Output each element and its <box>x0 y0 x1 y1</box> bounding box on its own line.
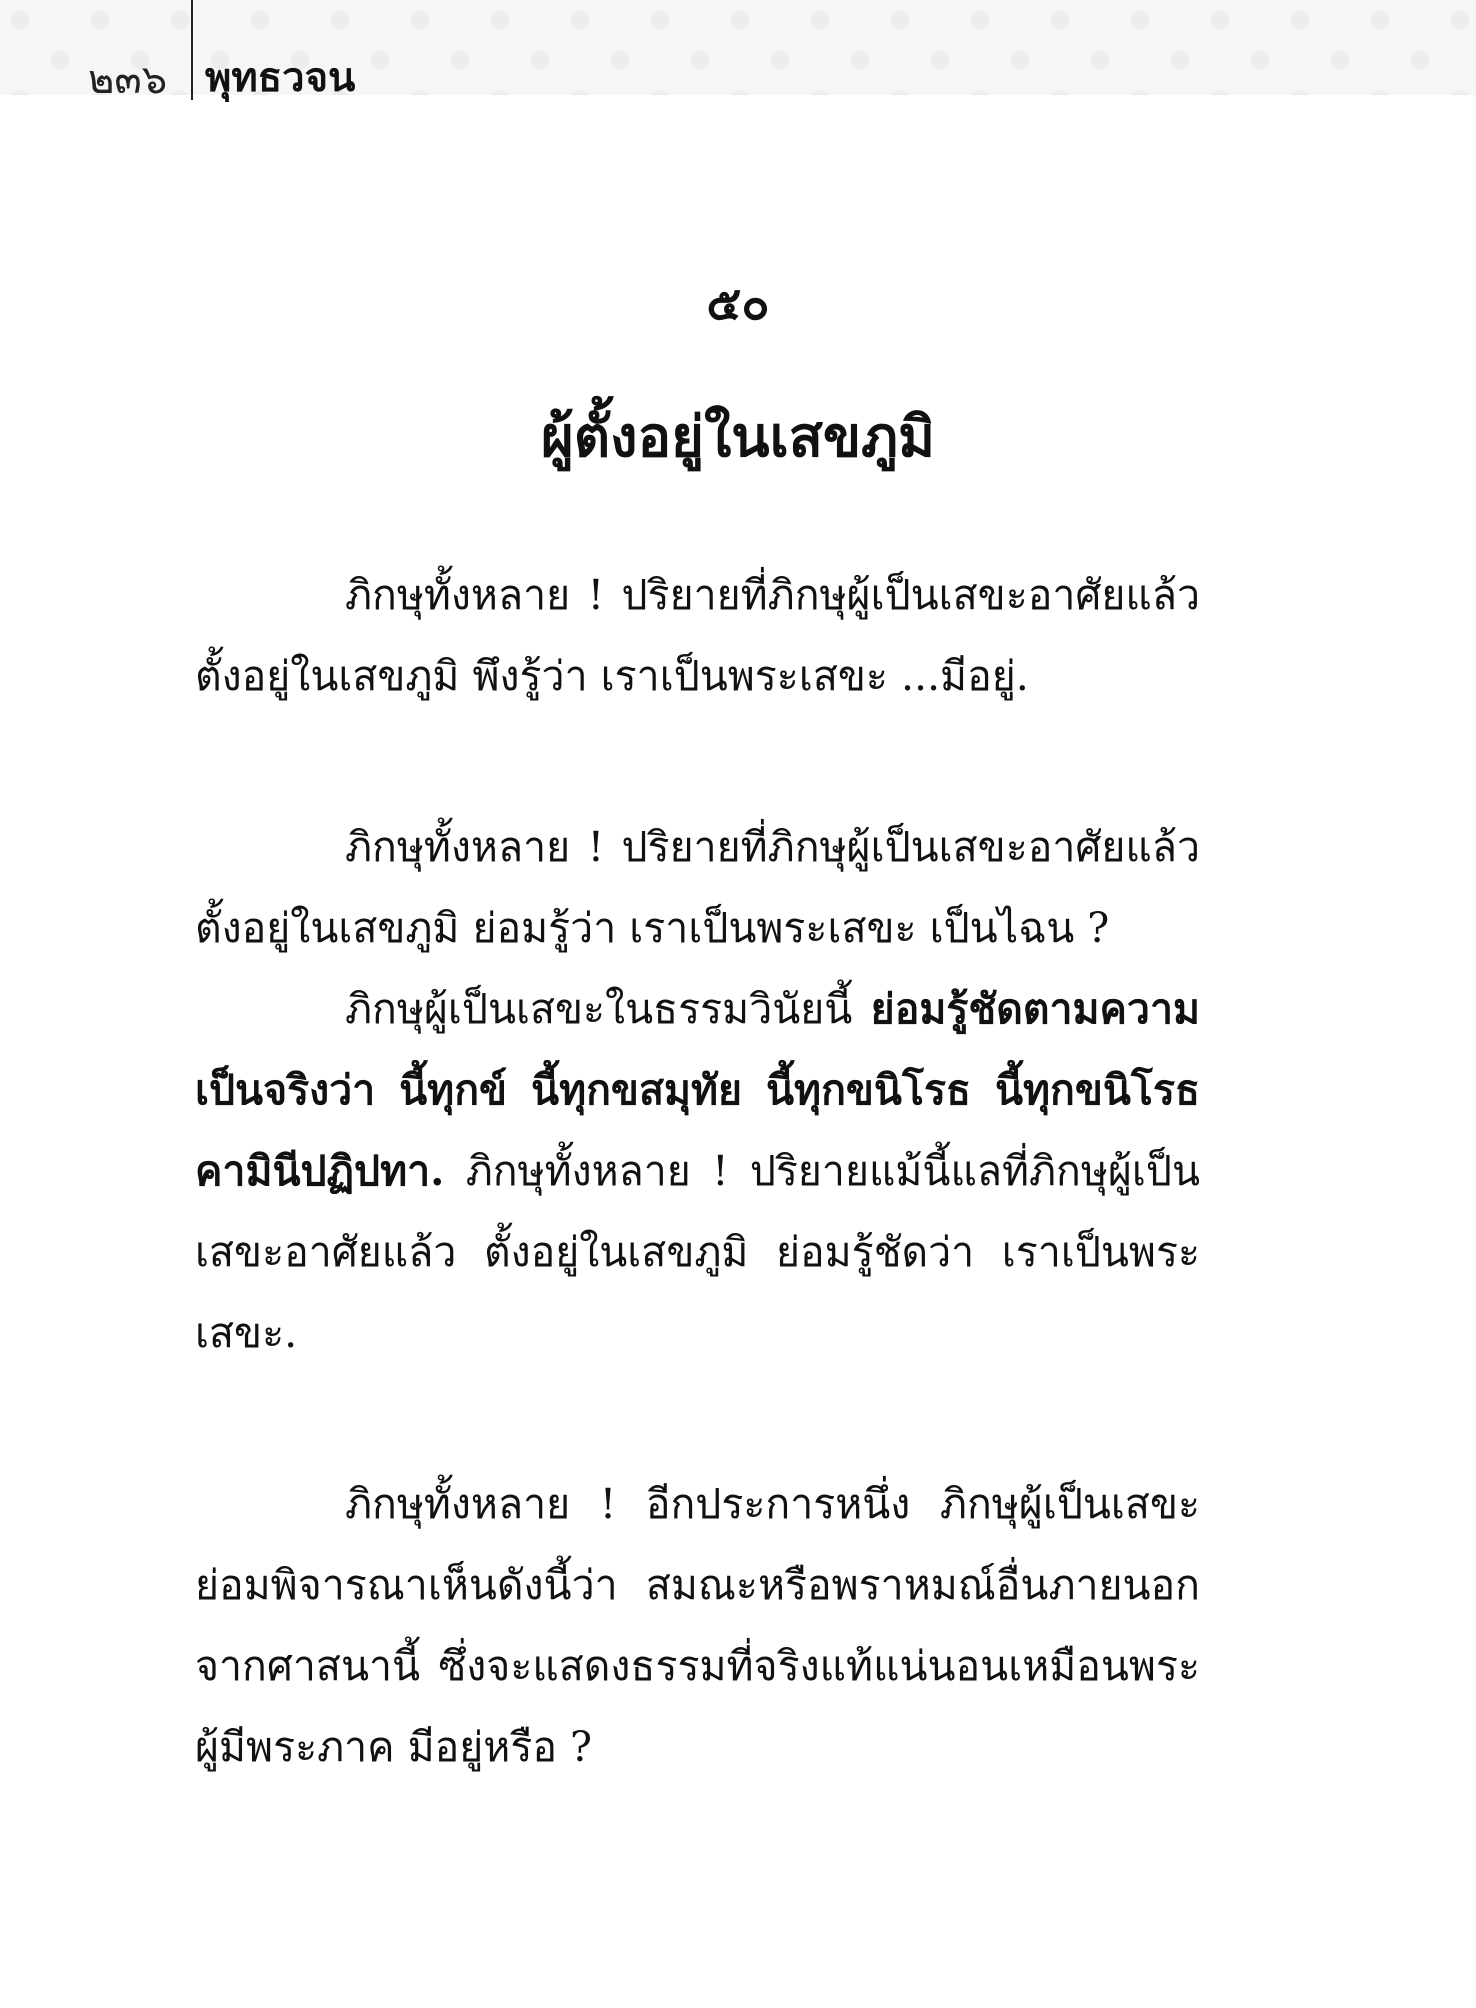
body-text <box>195 555 1200 1788</box>
paragraph-3-rest: ภิกษุทั้งหลาย ! ปริยายแม้นี้แลที่ภิกษุผู้เป็นเสขะอาศัยแล้ว ตั้งอยู่ในเสขภูมิ ย่อมรู้ชัดว่า เราเป็นพระเสขะ. <box>195 1147 1200 1357</box>
paragraph-3-lead: ภิกษุผู้เป็นเสขะในธรรมวินัยนี้ <box>345 985 871 1033</box>
header-divider <box>191 0 193 100</box>
paragraph-2: ภิกษุทั้งหลาย ! ปริยายที่ภิกษุผู้เป็นเสขะอาศัยแล้ว ตั้งอยู่ในเสขภูมิ ย่อมรู้ว่า เราเป็นพระเสขะ เป็นไฉน ? <box>195 823 1200 952</box>
section-number: ๕๐ <box>706 276 770 330</box>
section-title: ผู้ตั้งอยู่ในเสขภูมิ <box>540 404 936 470</box>
page-number: ๒๓๖ <box>88 57 168 103</box>
paragraph-3 <box>195 969 1200 1374</box>
paragraph-4: ภิกษุทั้งหลาย ! อีกประการหนึ่ง ภิกษุผู้เป็นเสขะย่อมพิจารณาเห็นดังนี้ว่า สมณะหรือพราหมณ์อื่นภายนอกจากศาสนานี้ ซึ่งจะแสดงธรรมที่จริงแท้แน่นอนเหมือนพระผู้มีพระภาค มีอยู่หรือ ? <box>195 1480 1200 1771</box>
paragraph-3-bold: ย่อมรู้ชัดตามความเป็นจริงว่า นี้ทุกข์ นี้ทุกขสมุทัย นี้ทุกขนิโรธ นี้ทุกขนิโรธคามินีปฏิปทา. <box>195 985 1200 1195</box>
paragraph-1: ภิกษุทั้งหลาย ! ปริยายที่ภิกษุผู้เป็นเสขะอาศัยแล้ว ตั้งอยู่ในเสขภูมิ พึงรู้ว่า เราเป็นพระเสขะ ...มีอยู่. <box>195 571 1200 700</box>
book-title: พุทธวจน <box>205 54 356 101</box>
